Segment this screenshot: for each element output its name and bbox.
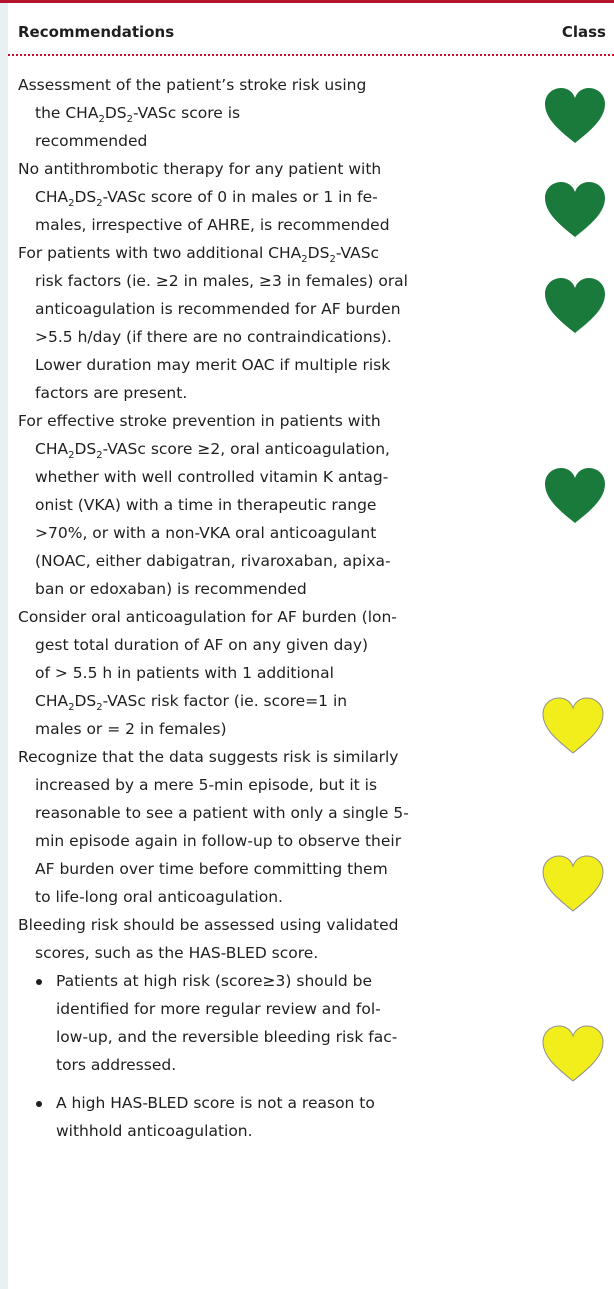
recommendations-table <box>8 3 614 1289</box>
rec-line: males, irrespective of AHRE, is recommended <box>35 216 390 234</box>
bullet-item <box>18 967 538 1079</box>
rec-line: factors are present. <box>35 384 188 402</box>
rec-line: risk factors (ie. ≥2 in males, ≥3 in females) oral <box>35 272 408 290</box>
bullet-item <box>18 1089 538 1145</box>
rec-line: No antithrombotic therapy for any patient with <box>18 160 382 178</box>
rec-line: (NOAC, either dabigatran, rivaroxaban, apixa- <box>35 552 391 570</box>
bullet-line: low-up, and the reversible bleeding risk fac- <box>56 1028 398 1046</box>
rec-line: scores, such as the HAS-BLED score. <box>35 944 319 962</box>
yellow-heart-icon <box>540 853 606 915</box>
rec-line: Consider oral anticoagulation for AF burden (lon- <box>18 608 397 626</box>
rec-line: reasonable to see a patient with only a single 5- <box>35 804 409 822</box>
class-heading: Class <box>561 23 606 41</box>
rec-line: anticoagulation is recommended for AF burden <box>35 300 401 318</box>
rec-line: >5.5 h/day (if there are no contraindications). <box>35 328 392 346</box>
recommendation-row-4 <box>18 407 538 603</box>
rec-line: recommended <box>35 132 148 150</box>
rec-line: the $CHA_2DS_2$-VASc score is <box>35 104 241 126</box>
rec-line: of > 5.5 h in patients with 1 additional <box>35 664 334 682</box>
recommendations-heading: Recommendations <box>18 23 175 41</box>
recommendation-row-2 <box>18 155 538 239</box>
bullet-line: tors addressed. <box>56 1056 177 1074</box>
green-heart-icon <box>542 85 608 147</box>
green-heart-icon <box>542 275 608 337</box>
recommendation-row-5 <box>18 603 538 743</box>
recommendation-row-6 <box>18 743 538 911</box>
recommendation-row-7 <box>18 911 538 1145</box>
rec-line: onist (VKA) with a time in therapeutic range <box>35 496 377 514</box>
recommendation-row-1 <box>18 71 538 155</box>
rec-line: $CHA_2DS_2$-VASc score ≥2, oral anticoagulation, <box>35 440 390 462</box>
rec-line: Assessment of the patient’s stroke risk using <box>18 76 367 94</box>
rec-line: ban or edoxaban) is recommended <box>35 580 307 598</box>
recommendation-row-3 <box>18 239 538 407</box>
bullet-line: Patients at high risk (score≥3) should be <box>56 972 373 990</box>
green-heart-icon <box>542 179 608 241</box>
yellow-heart-icon <box>540 695 606 757</box>
rec-line: to life-long oral anticoagulation. <box>35 888 283 906</box>
yellow-heart-icon <box>540 1023 606 1085</box>
table-header <box>8 3 614 55</box>
bullet-dot <box>36 979 42 985</box>
header-divider <box>8 54 614 56</box>
bullet-line: withhold anticoagulation. <box>56 1122 253 1140</box>
rec-line: males or = 2 in females) <box>35 720 227 738</box>
rec-line: increased by a mere 5-min episode, but it is <box>35 776 378 794</box>
rec-line: gest total duration of AF on any given day) <box>35 636 369 654</box>
rec-line: min episode again in follow-up to observe their <box>35 832 402 850</box>
rec-line: $CHA_2DS_2$-VASc risk factor (ie. score=1 in <box>35 692 348 714</box>
rec-line: For patients with two additional $CHA_2DS_2$-VASc <box>18 244 380 266</box>
rec-line: AF burden over time before committing them <box>35 860 388 878</box>
green-heart-icon <box>542 465 608 527</box>
rec-line: $CHA_2DS_2$-VASc score of 0 in males or 1 in fe- <box>35 188 378 210</box>
bullet-line: A high HAS-BLED score is not a reason to <box>56 1094 375 1112</box>
bullet-list <box>18 967 538 1145</box>
rec-line: Bleeding risk should be assessed using validated <box>18 916 399 934</box>
rec-line: For effective stroke prevention in patients with <box>18 412 381 430</box>
rec-line: Recognize that the data suggests risk is similarly <box>18 748 399 766</box>
bullet-dot <box>36 1101 42 1107</box>
rec-line: Lower duration may merit OAC if multiple risk <box>35 356 391 374</box>
bullet-line: identified for more regular review and fol- <box>56 1000 381 1018</box>
rec-line: >70%, or with a non-VKA oral anticoagulant <box>35 524 377 542</box>
rec-line: whether with well controlled vitamin K antag- <box>35 468 389 486</box>
